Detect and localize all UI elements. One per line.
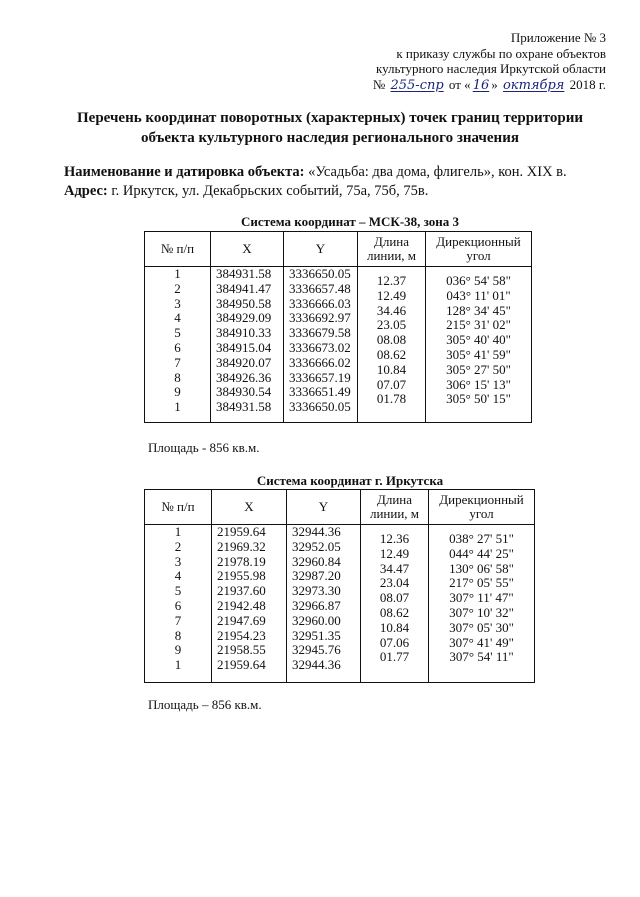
table-cell: 1 (174, 399, 181, 415)
table-cell: 21937.60 (217, 583, 266, 599)
table-cell: 043° 11' 01" (446, 287, 511, 303)
table-cell: 21955.98 (217, 568, 266, 584)
table-cell: 5 (174, 325, 181, 341)
table-cell: 12.49 (376, 287, 407, 303)
coordinates-table-msk38 (144, 231, 532, 423)
table-cell: 21942.48 (217, 597, 266, 613)
table-cell: 08.07 (379, 590, 410, 606)
table-cell: 384950.58 (216, 295, 272, 311)
coordinates-table-irkutsk (144, 489, 535, 683)
header-y: Y (284, 232, 358, 267)
table-cell: 3336657.19 (289, 369, 351, 385)
table-cell: 34.47 (379, 560, 410, 576)
table-cell: 1 (174, 524, 182, 539)
table-cell: 8 (174, 369, 181, 385)
document-title (60, 108, 600, 148)
table-cell: 01.77 (379, 649, 410, 665)
table-cell: 3336673.02 (289, 339, 351, 355)
table-cell: 384926.36 (216, 369, 272, 385)
table-cell: 307° 54' 11" (449, 649, 514, 665)
header-y: Y (287, 490, 361, 525)
object-name-label: Наименование и датировка объекта: (64, 164, 305, 180)
angle-column (426, 267, 531, 407)
title-line-1: Перечень координат поворотных (характерных) точек границ территории (77, 110, 583, 126)
table-cell: 10.84 (376, 361, 407, 377)
table-cell: 32966.87 (292, 597, 341, 613)
table-cell: 1 (174, 266, 181, 281)
table-cell: 32951.35 (292, 627, 341, 643)
table-cell: 384931.58 (216, 399, 272, 415)
table-header-row (145, 232, 532, 267)
table-cell: 5 (174, 583, 182, 599)
table-cell: 08.62 (376, 346, 407, 362)
table-cell: 6 (174, 597, 182, 613)
table-cell: 306° 15' 13" (446, 376, 511, 392)
x-column (212, 525, 286, 673)
table-cell: 21947.69 (217, 612, 266, 628)
table-cell: 130° 06' 58" (449, 560, 514, 576)
table-cell: 32960.84 (292, 553, 341, 569)
table-cell: 32973.30 (292, 583, 341, 599)
header-x: X (212, 490, 287, 525)
header-line-length: Длина линии, м (361, 490, 429, 525)
table-cell: 32945.76 (292, 642, 341, 658)
table-cell: 9 (174, 384, 181, 400)
number-prefix: № (372, 76, 386, 92)
day-suffix: » (491, 76, 498, 92)
points-column (145, 525, 211, 673)
table-cell: 32960.00 (292, 612, 341, 628)
area-2: Площадь – 856 кв.м. (148, 697, 262, 712)
date-prefix: от « (448, 76, 471, 92)
header-direction-angle: Дирекционный угол (429, 490, 535, 525)
title-line-2: объекта культурного наследия регионального значения (141, 130, 519, 146)
table-cell: 9 (174, 642, 182, 658)
table-cell: 3 (174, 553, 182, 569)
table-cell: 12.49 (379, 545, 410, 561)
table-cell: 307° 05' 30" (449, 619, 514, 635)
table-cell: 32952.05 (292, 538, 341, 554)
table-cell: 32944.36 (292, 657, 341, 673)
table-cell: 307° 41' 49" (449, 634, 514, 650)
table-cell: 128° 34' 45" (446, 302, 511, 318)
table-cell: 21959.64 (217, 657, 266, 673)
table-cell: 305° 40' 40" (446, 332, 511, 348)
table-cell: 384929.09 (216, 310, 272, 326)
table-cell: 4 (174, 568, 182, 584)
table-cell: 307° 11' 47" (449, 590, 514, 606)
table-cell: 34.46 (376, 302, 407, 318)
object-address-row (64, 182, 604, 201)
table-cell: 3336692.97 (289, 310, 351, 326)
table-cell: 3 (174, 295, 181, 311)
appendix-line-1: Приложение № 3 (510, 30, 606, 45)
appendix-header (373, 30, 606, 93)
order-month: октября (502, 77, 565, 93)
object-info (64, 163, 604, 201)
table-cell: 307° 10' 32" (449, 604, 514, 620)
header-point-number: № п/п (145, 490, 212, 525)
table-cell: 23.04 (379, 575, 410, 591)
length-column (358, 267, 425, 407)
table-cell: 305° 50' 15" (446, 391, 511, 407)
table-cell: 3336650.05 (289, 399, 351, 415)
table-cell: 32987.20 (292, 568, 341, 584)
table-cell: 036° 54' 58" (446, 273, 511, 288)
table-header-row (145, 490, 535, 525)
table-cell: 07.07 (376, 376, 407, 392)
header-x: X (211, 232, 284, 267)
order-number: 255-спр (390, 77, 444, 93)
header-line-length: Длина линии, м (358, 232, 426, 267)
table-cell: 21969.32 (217, 538, 266, 554)
angle-column (429, 525, 534, 665)
table-cell: 4 (174, 310, 181, 326)
order-year: 2018 г. (569, 76, 606, 92)
table-cell: 215° 31' 02" (446, 317, 511, 333)
table-cell: 7 (174, 354, 181, 370)
table-1-caption: Система координат – МСК-38, зона 3 (240, 214, 460, 229)
header-direction-angle: Дирекционный угол (426, 232, 532, 267)
object-address-label: Адрес: (64, 183, 108, 199)
length-column (361, 525, 428, 665)
table-cell: 21954.23 (217, 627, 266, 643)
table-cell: 3336666.02 (289, 354, 351, 370)
table-cell: 384941.47 (216, 280, 272, 296)
table-cell: 8 (174, 627, 182, 643)
area-1: Площадь - 856 кв.м. (148, 440, 260, 455)
table-cell: 12.36 (379, 531, 410, 546)
table-cell: 07.06 (379, 634, 410, 650)
table-cell: 038° 27' 51" (449, 531, 514, 546)
header-point-number: № п/п (145, 232, 211, 267)
table-cell: 384930.54 (216, 384, 272, 400)
table-cell: 217° 05' 55" (449, 575, 514, 591)
table-cell: 21959.64 (217, 524, 266, 539)
object-name-row (64, 163, 604, 182)
appendix-line-3: культурного наследия Иркутской области (375, 61, 606, 76)
table-cell: 3336651.49 (289, 384, 351, 400)
y-column (287, 525, 360, 673)
table-cell: 384915.04 (216, 339, 272, 355)
x-column (211, 267, 283, 415)
table-cell: 10.84 (379, 619, 410, 635)
table-cell: 08.08 (376, 332, 407, 348)
table-cell: 23.05 (376, 317, 407, 333)
appendix-line-2: к приказу службы по охране объектов (396, 45, 606, 61)
points-column (145, 267, 210, 415)
table-cell: 01.78 (376, 391, 407, 407)
table-cell: 12.37 (376, 273, 407, 288)
table-body-row (145, 267, 532, 423)
object-name-value: «Усадьба: два дома, флигель», кон. XIX в. (304, 164, 567, 180)
table-cell: 3336679.58 (289, 325, 351, 341)
table-cell: 305° 41' 59" (446, 346, 511, 362)
table-cell: 08.62 (379, 604, 410, 620)
order-day: 16 (472, 77, 490, 93)
table-cell: 6 (174, 339, 181, 355)
table-2-caption: Система координат г. Иркутска (256, 473, 444, 488)
table-body-row (145, 525, 535, 683)
table-cell: 21978.19 (217, 553, 266, 569)
table-cell: 305° 27' 50" (446, 361, 511, 377)
appendix-order-line (373, 77, 606, 94)
table-cell: 1 (174, 657, 182, 673)
table-cell: 2 (174, 538, 182, 554)
table-cell: 3336650.05 (289, 266, 351, 281)
table-cell: 384920.07 (216, 354, 272, 370)
y-column (284, 267, 357, 415)
object-address-value: г. Иркутск, ул. Декабрьских событий, 75а, 75б, 75в. (107, 183, 429, 199)
table-cell: 3336657.48 (289, 280, 351, 296)
table-cell: 21958.55 (217, 642, 266, 658)
table-cell: 32944.36 (292, 524, 341, 539)
table-cell: 3336666.03 (289, 295, 351, 311)
table-cell: 384931.58 (216, 266, 272, 281)
table-cell: 7 (174, 612, 182, 628)
table-cell: 384910.33 (216, 325, 272, 341)
table-cell: 044° 44' 25" (449, 545, 514, 561)
table-cell: 2 (174, 280, 181, 296)
